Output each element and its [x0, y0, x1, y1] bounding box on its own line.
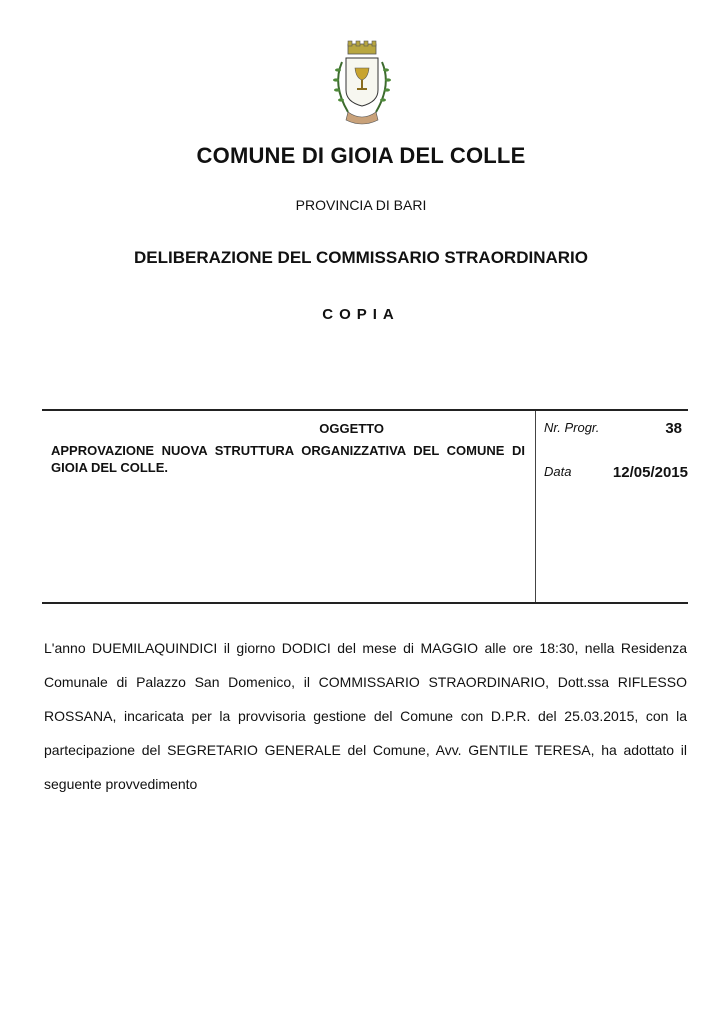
document-type: DELIBERAZIONE DEL COMMISSARIO STRAORDINARIO [134, 248, 588, 267]
number-label: Nr. Progr. [544, 420, 600, 435]
subject-text: APPROVAZIONE NUOVA STRUTTURA ORGANIZZATIVA DEL COMUNE DI GIOIA DEL COLLE. [51, 443, 525, 475]
municipality-title: COMUNE DI GIOIA DEL COLLE [196, 143, 526, 168]
copy-label: COPIA [322, 306, 400, 323]
body-paragraph: L'anno DUEMILAQUINDICI il giorno DODICI del mese di MAGGIO alle ore 18:30, nella Residenza Comunale di Palazzo San Domenico, il COMMISSARIO STRAORDINARIO, Dott.ssa RIFLESSO ROSSANA, incaricata per la provvisoria gestione del Comune con D.P.R. del 25.03.2015, con la partecipazione del SEGRETARIO GENERALE del Comune, Avv. GENTILE TERESA, ha adottato il seguente provvedimento [44, 640, 687, 792]
number-value: 38 [665, 420, 682, 437]
date-value: 12/05/2015 [612, 464, 688, 481]
date-label: Data [544, 464, 572, 479]
province-name: PROVINCIA DI BARI [295, 197, 427, 213]
box-divider [535, 411, 536, 602]
coat-of-arms-icon [326, 40, 398, 130]
subject-box [42, 409, 688, 604]
subject-label: OGGETTO [319, 421, 384, 436]
